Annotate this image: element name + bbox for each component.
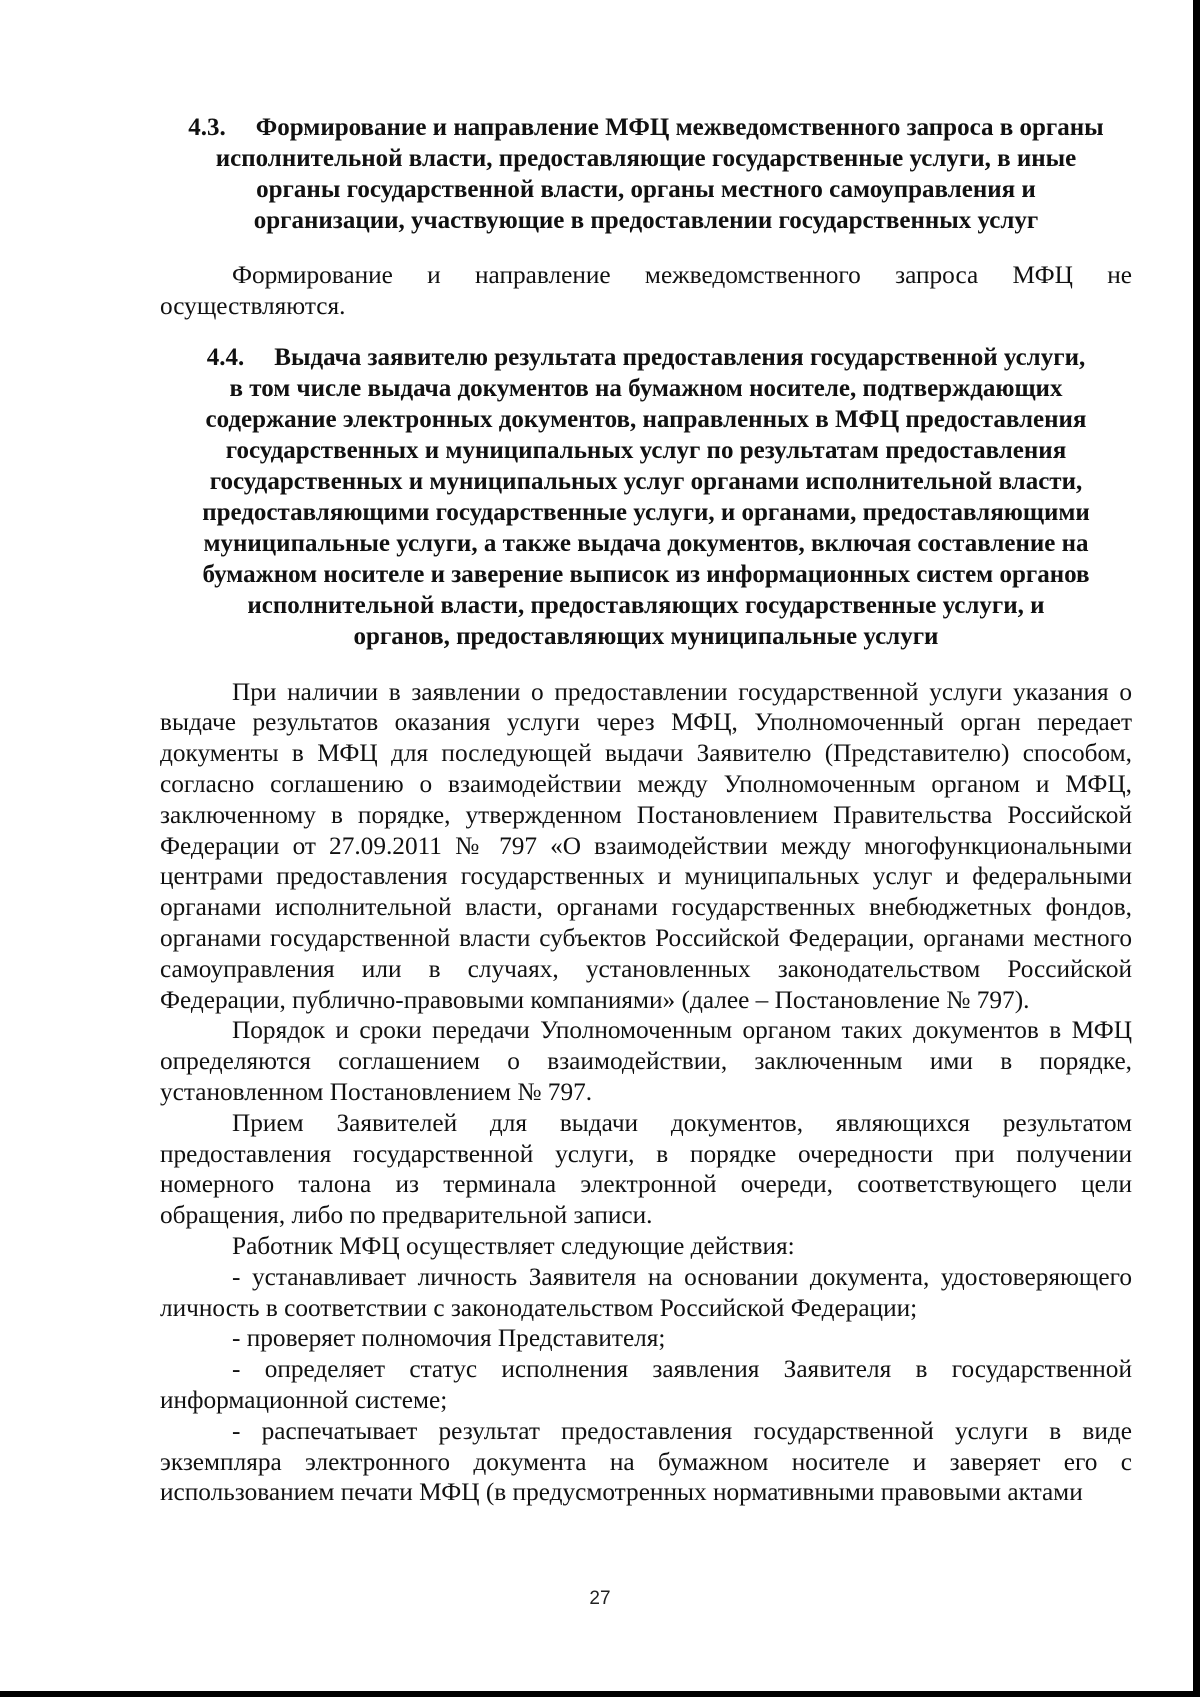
document-page	[160, 112, 1132, 1508]
list-item-authority-check: - проверяет полномочия Представителя;	[232, 1324, 666, 1353]
list-item-print-result: - распечатывает результат предоставления государственной услуги в виде экземпляра электронного документа на бумажном носителе и заверяет его с использованием печати МФЦ (в предусмотренных нормативными правовыми актами	[160, 1416, 1132, 1507]
paragraph-worker-actions-intro: Работник МФЦ осуществляет следующие действия:	[232, 1231, 795, 1260]
scan-border-right	[1193, 0, 1200, 1697]
paragraph-transfer-terms: Порядок и сроки передачи Уполномоченным органом таких документов в МФЦ определяются соглашением о взаимодействии, заключенным ими в порядке, установленном Постановлением № 797.	[160, 1016, 1132, 1106]
list-item-status-check: - определяет статус исполнения заявления Заявителя в государственной информационной системе;	[160, 1355, 1132, 1414]
scan-border-bottom	[0, 1691, 1200, 1697]
paragraph-results-transfer: При наличии в заявлении о предоставлении государственной услуги указания о выдаче результатов оказания услуги через МФЦ, Уполномоченный орган передает документы в МФЦ для последующей выдачи Заявителю (Представителю) способом, согласно соглашению о взаимодействии между Уполномоченным органом и МФЦ, заключенному в порядке, утвержденном Постановлением Правительства Российской Федерации от 27.09.2011 № 797 «О взаимодействии между многофункциональными центрами предоставления государственных и муниципальных услуг и федеральными органами исполнительной власти, органами государственных внебюджетных фондов, органами государственной власти субъектов Российской Федерации, органами местного самоуправления или в случаях, установленных законодательством Российской Федерации, публично-правовыми компаниями» (далее – Постановление № 797).	[160, 677, 1132, 1014]
list-item-identity-check: - устанавливает личность Заявителя на основании документа, удостоверяющего личность в соответствии с законодательством Российской Федерации;	[160, 1262, 1132, 1322]
paragraph-applicant-reception: Прием Заявителей для выдачи документов, являющихся результатом предоставления государственной услуги, в порядке очередности при получении номерного талона из терминала электронной очереди, соответствующего цели обращения, либо по предварительной записи.	[160, 1108, 1132, 1230]
section-4-4-title: Выдача заявителю результата предоставления государственной услуги, в том числе выдача документов на бумажном носителе, подтверждающих содержание электронных документов, направленных в МФЦ предоставления государственных и муниципальных услуг по результатам предоставления государственных и муниципальных услуг органами исполнительной власти, предоставляющими государственные услуги, и органами, предоставляющими муниципальные услуги, а также выдача документов, включая составление на бумажном носителе и заверение выписок из информационных систем органов исполнительной власти, предоставляющих государственные услуги, и органов, предоставляющих муниципальные услуги	[202, 343, 1090, 650]
section-4-3-paragraph: Формирование и направление межведомственного запроса МФЦ не осуществляются.	[160, 261, 1132, 320]
section-4-3-number: 4.3.	[188, 114, 226, 141]
section-4-4-heading	[160, 342, 1132, 652]
page-number: 27	[589, 1588, 611, 1609]
section-4-3-title: Формирование и направление МФЦ межведомственного запроса в органы исполнительной власти, предоставляющие государственные услуги, в иные органы государственной власти, органы местного самоуправления и организации, участвующие в предоставлении государственных услуг	[215, 114, 1104, 234]
section-4-4-number: 4.4.	[206, 343, 245, 371]
section-4-3-heading	[160, 112, 1132, 236]
